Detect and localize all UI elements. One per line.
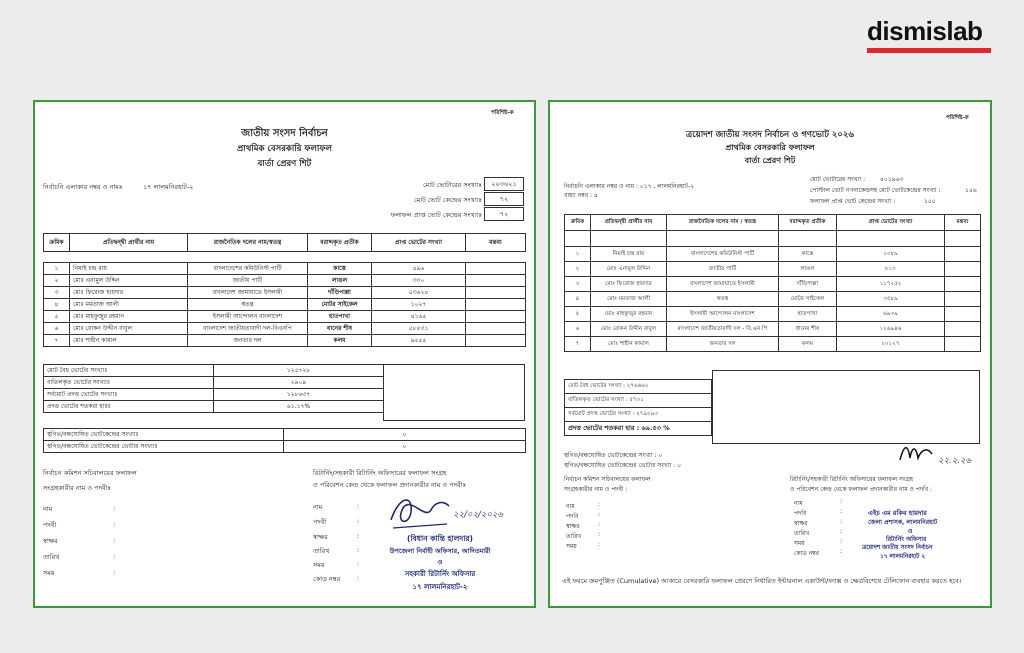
candidate-name: মোঃ রোকন উদ্দীন বাবুল (591, 322, 667, 337)
colon: : (840, 548, 843, 555)
field-label: স্বাক্ষর (794, 520, 808, 527)
total-label: বাতিলকৃত ভোটের সংখ্যা : ৫৭৩১ (565, 394, 712, 408)
symbol: কলম (308, 335, 372, 347)
total-value: ২৯০৯ (214, 377, 384, 389)
candidate-name: মোঃ শাহীন কামাল (591, 337, 667, 352)
constituency-label: নির্বাচনি এলাকার নম্বর ও নামঃ (43, 183, 123, 191)
ro-heading: ও পরিবেশন কেন্দ্র থেকে ফলাফল প্রদানকারীর নাম ও পদবীঃ (313, 481, 467, 489)
total-value: ১২৮৬৩৭ (214, 389, 384, 401)
field-label: নাম (566, 503, 575, 510)
symbol: দাঁড়িপাল্লা (308, 287, 372, 299)
total-value: ৬১.১৭% (214, 401, 384, 413)
votes: ১০৮৯ (837, 247, 945, 262)
votes: ৪৯৬ (372, 263, 466, 275)
candidate-name: নিমাই চন্দ্র রায় (591, 247, 667, 262)
row-serial: ৬ (565, 322, 591, 337)
total-row (565, 408, 712, 422)
total-label: মোট বৈধ ভোটের সংখ্যা : ২৭৬৬৬২ (565, 380, 712, 394)
symbol: দাঁড়িপাল্লা (779, 277, 837, 292)
commission-heading: নির্বাচন কমিশন সচিবালয়ের ফলাফল (564, 476, 651, 483)
field-label: কোড নম্বর (313, 575, 341, 583)
constituency-sub: বাহ্যা নম্বর : ৪ (564, 192, 598, 199)
party-name: ইসলামী আন্দোলন বাংলাদেশ (188, 311, 308, 323)
table-row (44, 335, 526, 347)
total-label: সর্বমোট প্রদত্ত ভোটের সংখ্যাঃ (44, 389, 214, 401)
table-row (565, 277, 981, 292)
colon: : (357, 532, 360, 540)
stat-value: ৪০১৯৬৩ (880, 176, 904, 183)
field-label: স্বাক্ষর (43, 537, 58, 545)
ro-heading: রিটার্নিং/সহকারী রিটার্নিং অফিসারের ফলাফল সংগ্রহ (790, 476, 914, 483)
signature-scribble (385, 490, 455, 532)
field-label: নাম (794, 500, 803, 507)
row-serial: ১ (44, 263, 70, 275)
total-row (44, 401, 384, 413)
remarks (466, 263, 526, 275)
col-header: রাজনৈতিক দলের নাম/স্বতন্ত্র (188, 234, 308, 252)
stat-label: ফলাফল প্রাপ্ত ভোট কেন্দ্রের সংখ্যাঃ (390, 211, 482, 219)
stamp-line: (বিধান কান্তি হালদার) (407, 534, 473, 543)
row-serial: ৩ (565, 277, 591, 292)
total-label: বাতিলকৃত ভোটের সংখ্যাঃ (44, 377, 214, 389)
candidate-name: নিমাই চন্দ্র রায় (70, 263, 188, 275)
field-label: সময় (313, 561, 325, 569)
field-label: পদবি (566, 513, 579, 520)
votes: ৯৫৫৫ (372, 335, 466, 347)
table-row (44, 263, 526, 275)
signature-scribble (898, 440, 942, 466)
remarks (466, 299, 526, 311)
party-name: বাংলাদেশ জামায়াতে ইসলামী (188, 287, 308, 299)
table-row (44, 323, 526, 335)
stat-label: ফলাফল প্রাপ্ত ভোট কেন্দ্রের সংখ্যা : (810, 198, 896, 205)
symbol: কাস্তে (779, 247, 837, 262)
colon: : (598, 511, 601, 518)
stamp-line: রিটার্নিং অফিসার (886, 536, 927, 543)
table-row (565, 307, 981, 322)
candidate-name: মোঃ রোকন উদ্দীন বাবুল (70, 323, 188, 335)
suspended-label: স্থগিত/বন্ধঘোষিত ভোটকেন্দ্রের ভোটার সংখ্যা : ০ (564, 462, 682, 469)
field-label: নাম (313, 503, 323, 511)
party-name: বাংলাদেশ জাতীয়তাবাদী দল - বি.এন.পি (667, 322, 779, 337)
remarks (466, 287, 526, 299)
remarks (945, 307, 981, 322)
row-serial: ৭ (565, 337, 591, 352)
col-header: রাজনৈতিক দলের নাম / স্বতন্ত্র (667, 215, 779, 231)
remarks (466, 311, 526, 323)
party-name: বাংলাদেশের কমিউনিস্ট পার্টি (188, 263, 308, 275)
symbol: হাতপাখা (779, 307, 837, 322)
ro-heading: ও পরিবেশন কেন্দ্র থেকে ফলাফল প্রদানকারীর নাম ও পদবি : (790, 486, 932, 493)
colon: : (113, 552, 116, 560)
total-row (44, 377, 384, 389)
col-header: প্রতিদ্বন্দ্বী প্রার্থীর নাম (591, 215, 667, 231)
colon: : (840, 538, 843, 545)
total-row (44, 365, 384, 377)
party-name: জনতার দল (667, 337, 779, 352)
signature-date: ২২/০২/২০২৬ (453, 510, 503, 520)
candidate-name: মোঃ এনামুল উদ্দিন (70, 275, 188, 287)
footer-note: এই ফরমে ক্রমপুঞ্জিত (Cumulative) আকারে বেসরকারি ফলাফল প্রেরণে নির্ধারিত ইন্টারনাল একাউন্ট/ফ্যাক্স ও ক্ষেত্রবিশেষে টেলিফোন ব্যবহার করতে হবে। (562, 577, 962, 585)
colon: : (357, 560, 360, 568)
votes: ৩৩০ (372, 275, 466, 287)
candidate-name: মোঃ এনামুল উদ্দিন (591, 262, 667, 277)
stat-value: ২০৩৬২১ (484, 177, 524, 191)
party-name: জনতার দল (188, 335, 308, 347)
field-label: পদবী (313, 518, 327, 526)
col-header: মন্তব্য (945, 215, 981, 231)
remarks (945, 337, 981, 352)
constituency-value: ১৭ লালমনিরহাট-২ (143, 183, 194, 191)
row-serial: ৪ (565, 292, 591, 307)
row-serial: ৬ (44, 323, 70, 335)
symbol: কাস্তে (308, 263, 372, 275)
stamp-line: ও (437, 558, 443, 566)
row-serial: ২ (44, 275, 70, 287)
total-row (565, 422, 712, 436)
candidate-name: মোঃ মমতাজ আলী (591, 292, 667, 307)
remarks (945, 247, 981, 262)
stamp-line: জেলা প্রশাসক, লালমনিরহাট (868, 519, 938, 526)
row-serial: ৫ (565, 307, 591, 322)
stat-label: পোস্টাল ভোট গণনাকেন্দ্রসহ মোট ভোটকেন্দ্রের সংখ্যা : (810, 187, 941, 194)
party-name: বাংলাদেশ জাতীয়তাবাদী দল-বিএনপি (188, 323, 308, 335)
table-row (565, 247, 981, 262)
form-code: পরিশিষ্ট-ক (491, 110, 514, 116)
table-row (44, 287, 526, 299)
suspended-table (43, 428, 526, 453)
total-row (565, 380, 712, 394)
table-header-row (565, 215, 981, 231)
symbol: কলম (779, 337, 837, 352)
col-header: প্রতিদ্বন্দ্বী প্রার্থীর নাম (70, 234, 188, 252)
votes: ৩৫৮৯ (837, 292, 945, 307)
stat-label: মোট ভোটারের সংখ্যা : (810, 176, 866, 183)
totals-table (564, 379, 712, 436)
suspended-row (44, 441, 526, 453)
col-header: প্রাপ্ত ভোটের সংখ্যা (372, 234, 466, 252)
col-header: মন্তব্য (466, 234, 526, 252)
colon: : (357, 546, 360, 554)
row-serial: ১ (565, 247, 591, 262)
brand-underline (867, 48, 991, 53)
stamp-line: ১৭ লালমনিরহাট ২ (880, 554, 926, 560)
stamp-line: ত্রয়োদশ জাতীয় সংসদ নির্বাচন (862, 545, 933, 551)
constituency-label: নির্বাচনি এলাকার নম্বর ও নাম : ০১৭ , লালমনিরহাট-২ (564, 183, 695, 190)
suspended-value: ০ (284, 441, 526, 453)
stat-value: ৭২ (484, 207, 524, 221)
total-row (44, 389, 384, 401)
field-label: সময় (794, 540, 805, 547)
colon: : (357, 517, 360, 525)
stamp-line: সহকারী রিটার্নিং অফিসার (404, 570, 476, 578)
table-row (565, 337, 981, 352)
votes: ৮১০ (837, 262, 945, 277)
votes: ১১৭২৫২ (837, 277, 945, 292)
stat-label: মোট ভোটারের সংখ্যাঃ (423, 181, 482, 189)
brand-name: dismislab (867, 16, 983, 46)
field-label: সময় (566, 543, 577, 550)
collector-heading: সংগ্রহকারীর নাম ও পদবী : (564, 486, 628, 493)
sheet-name: বার্তা প্রেরণ শিট (744, 156, 796, 165)
sheet-title: জাতীয় সংসদ নির্বাচন (241, 128, 328, 139)
party-name: বাংলাদেশের কমিউনিস্ট পার্টি (667, 247, 779, 262)
colon: : (840, 498, 843, 505)
colon: : (113, 504, 116, 512)
party-name: ইসলামী আন্দোলন বাংলাদেশ (667, 307, 779, 322)
colon: : (113, 568, 116, 576)
colon: : (840, 528, 843, 535)
total-label: সর্বমোট প্রদত্ত ভোটের সংখ্যা : ২৭৯০৯৩ (565, 408, 712, 422)
commission-heading: নির্বাচন কমিশন সচিবালয়ের ফলাফল (43, 469, 137, 477)
candidate-name: মোঃ শাহীন কামাল (70, 335, 188, 347)
left-result-sheet (33, 100, 536, 608)
table-row (565, 322, 981, 337)
ro-heading: রিটার্নিং/সহকারী রিটার্নিং অফিসারের ফলাফল সংগ্রহ (313, 469, 447, 477)
party-name: বাংলাদেশ জামায়াতে ইসলামী (667, 277, 779, 292)
stamp-line: উপজেলা নির্বাহী অফিসার, আদিতমারী (389, 547, 491, 555)
candidate-name: মোঃ ফিরোজ হায়দার (591, 277, 667, 292)
field-label: পদবী (43, 521, 57, 529)
symbol: লাঙল (308, 275, 372, 287)
votes: ১২৬৯৪৬ (837, 322, 945, 337)
suspended-label: স্থগিত/বন্ধঘোষিত ভোটকেন্দ্রের সংখ্যা : ০ (564, 452, 663, 459)
sheet-name: বার্তা প্রেরণ শিট (257, 159, 312, 169)
colon: : (113, 536, 116, 544)
votes: ২০১২৭ (837, 337, 945, 352)
dismislab-logo (867, 16, 991, 56)
row-serial: ২ (565, 262, 591, 277)
remarks (466, 275, 526, 287)
candidate-name: মোঃ মাহফুজুর রহমান (591, 307, 667, 322)
signature-date: ২২.২.২৬ (938, 456, 972, 466)
party-name: স্বতন্ত্র (667, 292, 779, 307)
field-label: সময় (43, 569, 55, 577)
colon: : (840, 518, 843, 525)
field-label: স্বাক্ষর (566, 523, 580, 530)
colon: : (598, 531, 601, 538)
candidate-name: মোঃ মমতাজ আলী (70, 299, 188, 311)
remarks (945, 262, 981, 277)
table-row (44, 275, 526, 287)
candidate-name: মোঃ ফিরোজ হায়দার (70, 287, 188, 299)
colon: : (598, 501, 601, 508)
symbol: ধানের শীষ (779, 322, 837, 337)
total-row (565, 394, 712, 408)
totals-side-box (383, 364, 525, 421)
total-value: ১২৫৭২৮ (214, 365, 384, 377)
col-header: বরাদ্দকৃত প্রতীক (308, 234, 372, 252)
votes: ৬৯৩৯ (837, 307, 945, 322)
votes: ৫৩৬২৪ (372, 287, 466, 299)
remarks (466, 323, 526, 335)
stamp-line: ১৭ লালমনিরহাট-২ (412, 583, 468, 591)
sheet-title: ত্রয়োদশ জাতীয় সংসদ নির্বাচন ও গণভোট ২০২৬ (686, 130, 854, 140)
row-serial: ৫ (44, 311, 70, 323)
colon: : (113, 520, 116, 528)
stat-value: ১৫৫ (924, 198, 936, 205)
symbol: লাঙল (779, 262, 837, 277)
colon: : (357, 502, 360, 510)
votes: ১০২৭ (372, 299, 466, 311)
symbol: মোটর সাইকেল (779, 292, 837, 307)
field-label: স্বাক্ষর (313, 533, 328, 541)
total-label: মোট বৈধ ভোটের সংখ্যাঃ (44, 365, 214, 377)
table-row (44, 299, 526, 311)
row-serial: ৩ (44, 287, 70, 299)
right-result-sheet (548, 100, 992, 608)
col-header: ক্রমিক (44, 234, 70, 252)
remarks (945, 292, 981, 307)
suspended-row (44, 429, 526, 441)
total-label: প্রদত্ত ভোটের শতকরা হার : ৬৯.৫৩ % (565, 422, 712, 436)
stat-value: ১৫৬ (965, 187, 977, 194)
party-name: জাতীয় পার্টি (188, 275, 308, 287)
party-name: স্বতন্ত্র (188, 299, 308, 311)
stat-label: মোট ভোট কেন্দ্রের সংখ্যাঃ (413, 196, 482, 204)
stamp-line: এইচ এম রকিব হায়দার (868, 509, 927, 517)
field-label: তারিখ (566, 533, 582, 540)
row-serial: ৪ (44, 299, 70, 311)
field-label: তারিখ (43, 553, 60, 561)
totals-table (43, 364, 384, 413)
field-label: কোড নম্বর (794, 550, 820, 557)
col-header: প্রাপ্ত ভোটের সংখ্যা (837, 215, 945, 231)
field-label: পদবি (794, 510, 807, 517)
collector-heading: সংগ্রহকারীর নাম ও পদবীঃ (43, 484, 111, 492)
colon: : (357, 574, 360, 582)
field-label: তারিখ (313, 547, 330, 555)
sheet-subtitle: প্রাথমিক বেসরকারি ফলাফল (725, 143, 815, 152)
table-row (44, 311, 526, 323)
colon: : (598, 541, 601, 548)
symbol: ধানের শীষ (308, 323, 372, 335)
party-name: জাতীয় পার্টি (667, 262, 779, 277)
suspended-value: ০ (284, 429, 526, 441)
row-serial: ৭ (44, 335, 70, 347)
totals-side-box (712, 370, 980, 444)
total-label: প্রদত্ত ভোটের শতকরা হারঃ (44, 401, 214, 413)
table-row (565, 262, 981, 277)
col-header: বরাদ্দকৃত প্রতীক (779, 215, 837, 231)
colon: : (840, 508, 843, 515)
stat-value: ৭২ (484, 192, 524, 206)
remarks (945, 322, 981, 337)
stamp-line: ও (908, 528, 913, 535)
field-label: তারিখ (794, 530, 810, 537)
sheet-subtitle: প্রাথমিক বেসরকারি ফলাফল (237, 144, 332, 154)
colon: : (598, 521, 601, 528)
col-header: ক্রমিক (565, 215, 591, 231)
symbol: হাতপাখা (308, 311, 372, 323)
suspended-label: স্থগিত/বন্ধঘোষিত ভোটকেন্দ্রের সংখ্যাঃ (44, 429, 284, 441)
table-row (565, 292, 981, 307)
form-code: পরিশিষ্ট-ক (946, 115, 969, 121)
remarks (945, 277, 981, 292)
votes: ৪১৬৫ (372, 311, 466, 323)
remarks (466, 335, 526, 347)
candidate-name: মোঃ মাহফুজুর রহমান (70, 311, 188, 323)
table-header-row (44, 234, 526, 252)
results-table (43, 233, 526, 347)
votes: ৫৮৫৩১ (372, 323, 466, 335)
symbol: মোটর সাইকেল (308, 299, 372, 311)
suspended-label: স্থগিত/বন্ধঘোষিত ভোটকেন্দ্রের ভোটার সংখ্যাঃ (44, 441, 284, 453)
results-table (564, 214, 981, 352)
field-label: নাম (43, 505, 53, 513)
